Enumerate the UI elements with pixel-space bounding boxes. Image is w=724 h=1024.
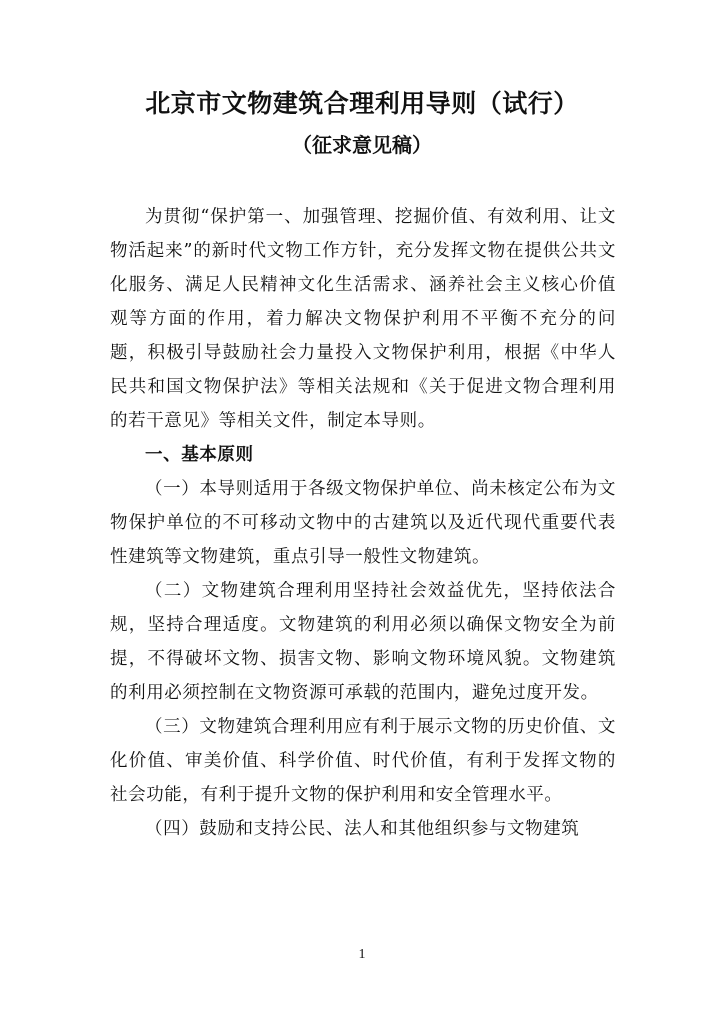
document-title: 北京市文物建筑合理利用导则（试行） [145,89,579,118]
document-subtitle: （征求意见稿） [292,133,432,157]
paragraph-clause-4: （四）鼓励和支持公民、法人和其他组织参与文物建筑 [145,819,580,839]
section-heading-basic-principles: 一、基本原则 [145,445,254,465]
paragraph-clause-3: （三）文物建筑合理利用应有利于展示文物的历史价值、文化价值、审美价值、科学价值、时代价值，有利于发挥文物的社会功能，有利于提升文物的保护利用和安全管理水平。 [110,717,616,805]
document-body [110,200,616,846]
page-number: 1 [358,947,366,962]
paragraph-clause-2: （二）文物建筑合理利用坚持社会效益优先，坚持依法合规，坚持合理适度。文物建筑的利用必须以确保文物安全为前提，不得破坏文物、损害文物、影响文物环境风貌。文物建筑的利用必须控制在文物资源可承载的范围内，避免过度开发。 [110,581,616,703]
paragraph-preamble: 为贯彻“保护第一、加强管理、挖掘价值、有效利用、让文物活起来”的新时代文物工作方针，充分发挥文物在提供公共文化服务、满足人民精神文化生活需求、涵养社会主义核心价值观等方面的作用，着力解决文物保护利用不平衡不充分的问题，积极引导鼓励社会力量投入文物保护利用，根据《中华人民共和国文物保护法》等相关法规和《关于促进文物合理利用的若干意见》等相关文件，制定本导则。 [110,207,616,431]
paragraph-clause-1: （一）本导则适用于各级文物保护单位、尚未核定公布为文物保护单位的不可移动文物中的古建筑以及近代现代重要代表性建筑等文物建筑，重点引导一般性文物建筑。 [110,479,616,567]
